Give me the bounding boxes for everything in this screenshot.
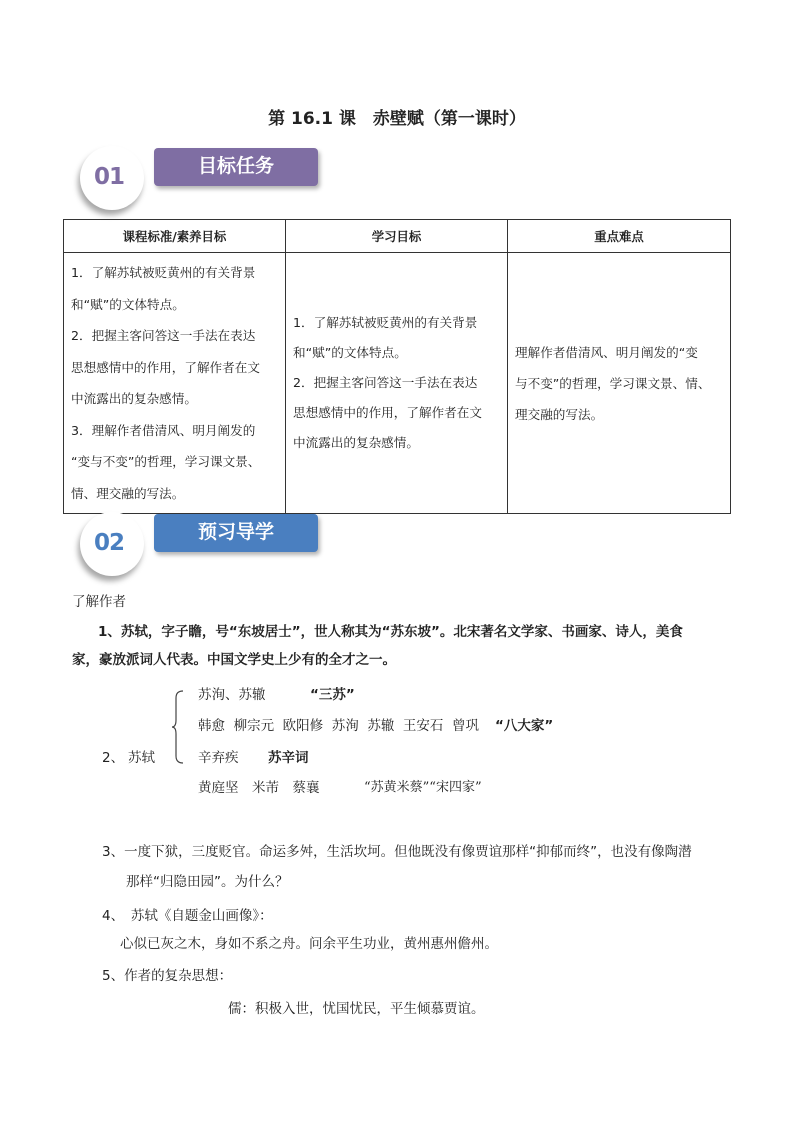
- relation-tag: “三苏”: [310, 687, 355, 703]
- relation-names: 辛弃疾: [198, 750, 239, 766]
- relation-tag: “八大家”: [495, 718, 554, 734]
- cell-line: 理交融的写法。: [515, 406, 604, 422]
- item4-poem: 心似已灰之木，身如不系之舟。问余平生功业，黄州惠州儋州。: [120, 936, 498, 952]
- table-header-row: [64, 220, 731, 253]
- item2-number: 2、: [102, 750, 125, 766]
- item5-title: 5、作者的复杂思想：: [102, 968, 233, 984]
- section-title-bar: 目标任务: [154, 148, 318, 186]
- cell-line: 情、理交融的写法。: [71, 485, 185, 501]
- cell-line: 和“赋”的文体特点。: [293, 345, 407, 360]
- cell-line: 思想感情中的作用，了解作者在文: [293, 405, 482, 420]
- item2-name: 苏轼: [128, 750, 155, 766]
- item5-line1: 儒：积极入世，忧国忧民，平生倾慕贾谊。: [228, 1001, 485, 1017]
- relation-names: 韩愈 柳宗元 欧阳修 苏洵 苏辙 王安石 曾巩: [198, 718, 479, 734]
- section-number-badge: [80, 146, 144, 210]
- cell-line: 和“赋”的文体特点。: [71, 296, 185, 312]
- cell-line: 理解作者借清风、明月阐发的“变: [515, 344, 698, 360]
- cell-line: 1．了解苏轼被贬黄州的有关背景: [293, 315, 478, 330]
- section-title-bar: 预习导学: [154, 514, 318, 552]
- section-header-preview: [80, 512, 340, 592]
- item3-line1: 3、一度下狱，三度贬官。命运多舛，生活坎坷。但他既没有像贾谊那样“抑郁而终”，也没有像陶潜: [102, 844, 692, 860]
- cell-line: 1．了解苏轼被贬黄州的有关背景: [71, 265, 256, 280]
- table-cell-learning-goals: [286, 253, 508, 514]
- cell-line: 与不变”的哲理，学习课文景、情、: [515, 375, 711, 391]
- cell-line: 2．把握主客问答这一手法在表达: [293, 375, 478, 390]
- cell-line: 中流露出的复杂感情。: [71, 391, 197, 406]
- table-cell-standards: [64, 253, 286, 514]
- item3-line2: 那样“归隐田园”。为什么？: [126, 874, 289, 890]
- section-number: 02: [94, 530, 125, 556]
- relation-tag: “苏黄米蔡”“宋四家”: [364, 780, 482, 795]
- cell-line: 3．理解作者借清风、明月阐发的: [71, 422, 256, 438]
- table-header-cell: 学习目标: [286, 220, 508, 253]
- relation-names: 黄庭坚 米芾 蔡襄: [198, 780, 320, 796]
- section-header-goals: [80, 146, 340, 226]
- relation-names: 苏洵、苏辙: [198, 687, 266, 703]
- section-number: 01: [94, 164, 125, 190]
- cell-line: “变与不变”的哲理，学习课文景、: [71, 454, 261, 469]
- item1-line1: 1、苏轼，字子瞻，号“东坡居士”，世人称其为“苏东坡”。北宋著名文学家、书画家、诗人，美食: [98, 624, 683, 640]
- item1-line2: 家，豪放派词人代表。中国文学史上少有的全才之一。: [72, 652, 396, 668]
- table-header-cell: 课程标准/素养目标: [64, 220, 286, 253]
- cell-line: 中流露出的复杂感情。: [293, 435, 419, 450]
- cell-line: 思想感情中的作用，了解作者在文: [71, 359, 260, 375]
- page-title: 第 16.1 课 赤壁赋（第一课时）: [268, 109, 526, 129]
- cell-line: 2．把握主客问答这一手法在表达: [71, 328, 256, 343]
- table-row: [64, 253, 731, 514]
- preview-heading: 了解作者: [72, 594, 126, 610]
- section-number-badge: [80, 512, 144, 576]
- item4-title: 4、 苏轼《自题金山画像》：: [102, 908, 273, 924]
- goals-table: [63, 219, 731, 514]
- brace-icon: [172, 690, 186, 764]
- relation-tag: 苏辛词: [268, 750, 309, 766]
- table-cell-key-points: [508, 253, 731, 514]
- table-header-cell: 重点难点: [508, 220, 731, 253]
